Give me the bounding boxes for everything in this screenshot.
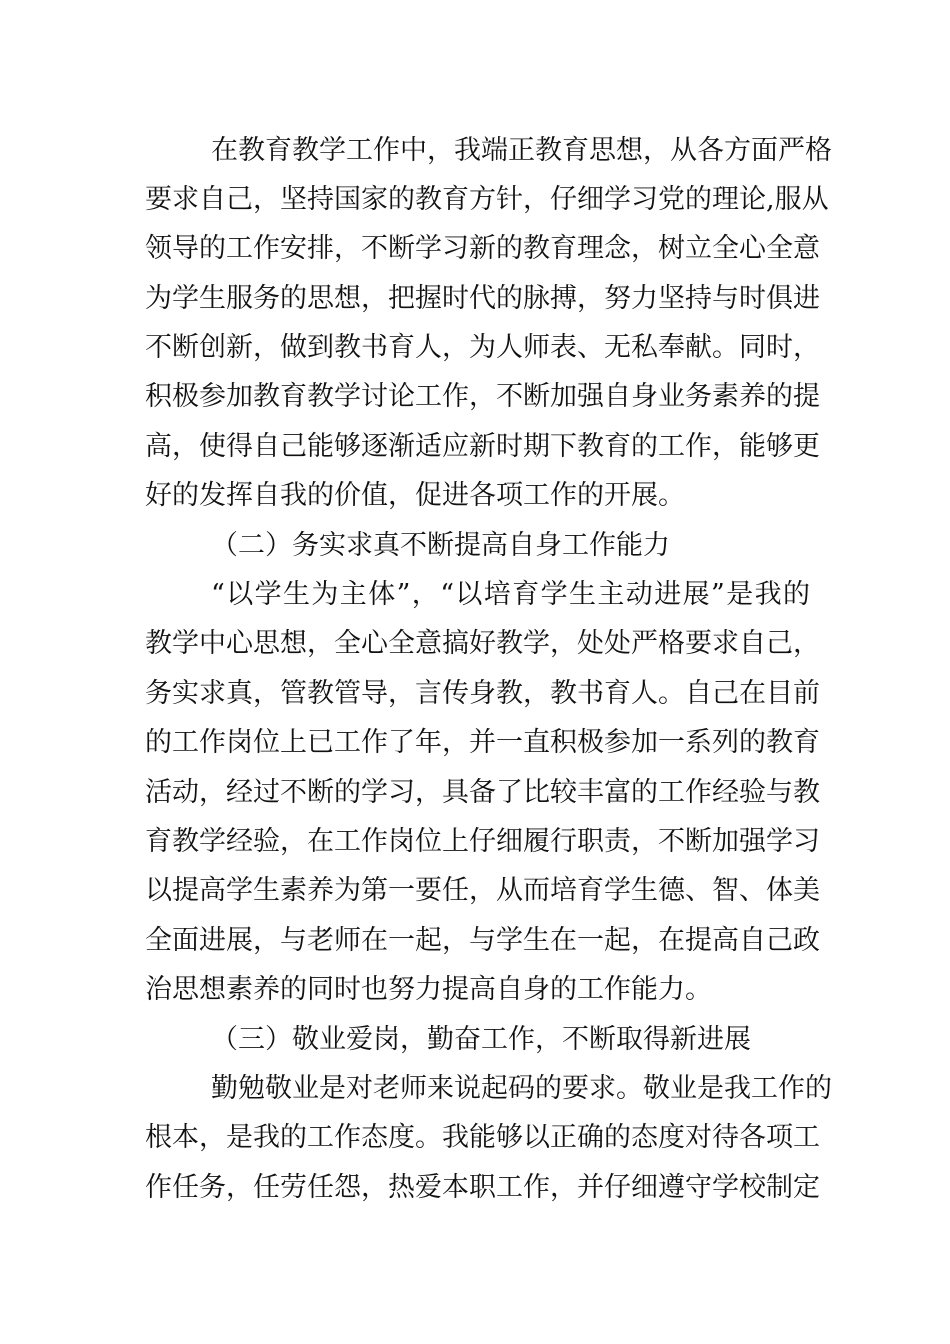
paragraph-line: 领导的工作安排，不断学习新的教育理念，树立全心全意: [145, 233, 820, 264]
paragraph-line: 教学中心思想，全心全意搞好教学，处处严格要求自己，: [145, 628, 820, 659]
paragraph-line: 活动，经过不断的学习，具备了比较丰富的工作经验与教: [145, 777, 820, 808]
paragraph-line: “以学生为主体”，“以培育学生主动进展”是我的: [211, 579, 810, 610]
paragraph-line: 全面进展，与老师在一起，与学生在一起，在提高自己政: [145, 925, 820, 956]
paragraph-line: 务实求真，管教管导，言传身教，教书育人。自己在目前: [145, 678, 820, 709]
paragraph-line: 不断创新，做到教书育人，为人师表、无私奉献。同时，: [145, 332, 820, 363]
paragraph-line: 为学生服务的思想，把握时代的脉搏，努力坚持与时俱进: [145, 283, 820, 314]
paragraph-line: 以提高学生素养为第一要任，从而培育学生德、智、体美: [145, 875, 820, 906]
paragraph-line: 育教学经验，在工作岗位上仔细履行职责，不断加强学习: [145, 826, 820, 857]
paragraph-line: 作任务，任劳任怨，热爱本职工作，并仔细遵守学校制定: [145, 1172, 820, 1203]
paragraph-line: 好的发挥自我的价值，促进各项工作的开展。: [145, 480, 685, 511]
section-heading: （二）务实求真不断提高自身工作能力: [211, 530, 670, 561]
paragraph-line: 根本，是我的工作态度。我能够以正确的态度对待各项工: [145, 1122, 820, 1153]
paragraph-line: 要求自己，坚持国家的教育方针，仔细学习党的理论,服从: [145, 184, 829, 215]
paragraph-line: 积极参加教育教学讨论工作，不断加强自身业务素养的提: [145, 381, 820, 412]
paragraph-line: 在教育教学工作中，我端正教育思想，从各方面严格: [211, 135, 832, 166]
paragraph-line: 高，使得自己能够逐渐适应新时期下教育的工作，能够更: [145, 431, 820, 462]
paragraph-line: 的工作岗位上已工作了年，并一直积极参加一系列的教育: [145, 727, 820, 758]
section-heading: （三）敬业爱岗，勤奋工作，不断取得新进展: [211, 1024, 751, 1055]
paragraph-line: 勤勉敬业是对老师来说起码的要求。敬业是我工作的: [211, 1073, 832, 1104]
paragraph-line: 治思想素养的同时也努力提高自身的工作能力。: [145, 974, 712, 1005]
